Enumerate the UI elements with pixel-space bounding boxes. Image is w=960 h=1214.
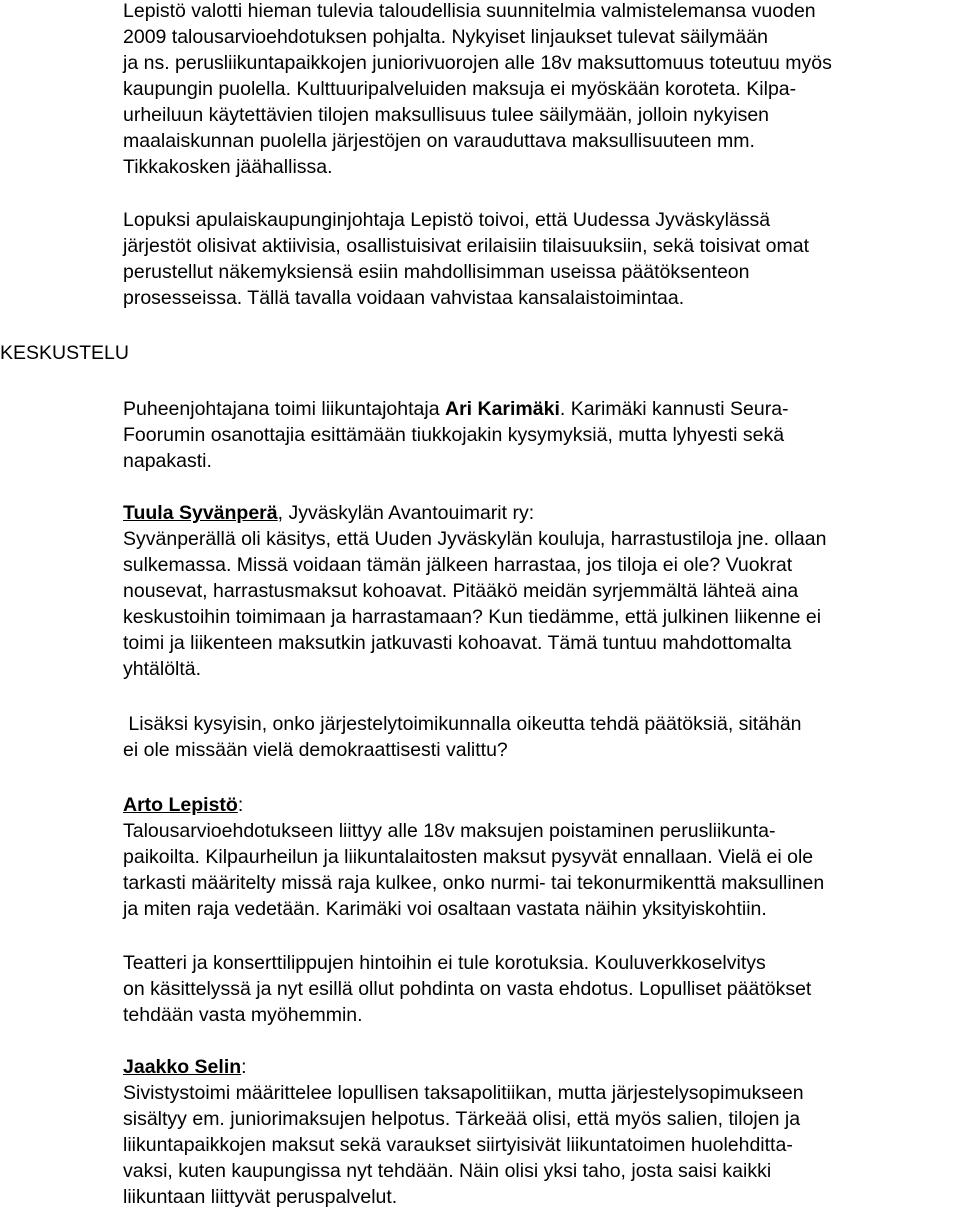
text-line: kaupungin puolella. Kulttuuripalveluiden maksuja ei myöskään koroteta. Kilpa-	[123, 78, 797, 100]
text-line: vaksi, kuten kaupungissa nyt tehdään. Näin olisi yksi taho, josta saisi kaikki	[123, 1160, 772, 1182]
text-line: urheiluun käytettävien tilojen maksullisuus tulee säilymään, jolloin nykyisen	[123, 104, 770, 126]
text-fragment: :	[241, 1056, 247, 1078]
paragraph-chairman	[123, 396, 953, 474]
paragraph-budget-plans	[123, 0, 953, 180]
text-line: Lisäksi kysyisin, onko järjestelytoimikunnalla oikeutta tehdä päätöksiä, sitähän	[123, 713, 802, 735]
text-line: Tikkakosken jäähallissa.	[123, 156, 333, 178]
text-line: järjestöt olisivat aktiivisia, osallistuisivat erilaisiin tilaisuuksiin, sekä toisivat omat	[123, 235, 810, 257]
text-line: liikuntapaikkojen maksut sekä varaukset siirtyisivät liikuntatoimen huolehditta-	[123, 1134, 793, 1156]
text-line	[123, 396, 953, 422]
paragraph-speaker-lepisto	[123, 792, 953, 922]
section-label: KESKUSTELU	[0, 342, 129, 364]
text-fragment: Puheenjohtajana toimi liikuntajohtaja	[123, 398, 445, 420]
text-fragment: :	[237, 794, 244, 816]
text-line: Talousarvioehdotukseen liittyy alle 18v maksujen poistaminen perusliikunta-	[123, 820, 776, 842]
text-line: paikoilta. Kilpaurheilun ja liikuntalaitosten maksut pysyvät ennallaan. Vielä ei ole	[123, 846, 814, 868]
chairman-name: Ari Karimäki	[444, 398, 560, 420]
text-line: tarkasti määritelty missä raja kulkee, onko nurmi- tai tekonurmikenttä maksullinen	[123, 872, 825, 894]
speaker-name: Tuula Syvänperä	[123, 502, 278, 524]
text-fragment: . Karimäki kannusti Seura-	[559, 398, 789, 420]
text-line: perustellut näkemyksiensä esiin mahdollisimman useissa päätöksenteon	[123, 261, 750, 283]
paragraph-speaker-selin	[123, 1054, 953, 1210]
speaker-affiliation: , Jyväskylän Avantouimarit ry:	[277, 502, 535, 524]
paragraph-theatre-prices	[123, 950, 953, 1028]
text-line: Lepistö valotti hieman tulevia taloudellisia suunnitelmia valmistelemansa vuoden	[123, 0, 816, 22]
text-line: tehdään vasta myöhemmin.	[123, 1004, 363, 1026]
text-line: sisältyy em. juniorimaksujen helpotus. Tärkeää olisi, että myös salien, tilojen ja	[123, 1108, 801, 1130]
text-line: maalaiskunnan puolella järjestöjen on varauduttava maksullisuuteen mm.	[123, 130, 755, 152]
paragraph-speaker-syvanpera	[123, 500, 953, 682]
speaker-name: Arto Lepistö	[123, 794, 238, 816]
text-line: Lopuksi apulaiskaupunginjohtaja Lepistö toivoi, että Uudessa Jyväskylässä	[123, 209, 771, 231]
text-line: liikuntaan liittyvät peruspalvelut.	[123, 1186, 398, 1208]
text-line: Foorumin osanottajia esittämään tiukkojakin kysymyksiä, mutta lyhyesti sekä	[123, 424, 785, 446]
speaker-line	[123, 792, 953, 818]
text-line: keskustoihin toimimaan ja harrastamaan? Kun tiedämme, että julkinen liikenne ei	[123, 606, 822, 628]
text-line: ja miten raja vedetään. Karimäki voi osaltaan vastata näihin yksityiskohtiin.	[123, 898, 767, 920]
text-line: napakasti.	[123, 450, 212, 472]
text-line: 2009 talousarvioehdotuksen pohjalta. Nykyiset linjaukset tulevat säilymään	[123, 26, 768, 48]
speaker-name: Jaakko Selin	[123, 1056, 242, 1078]
text-line: Sivistystoimi määrittelee lopullisen taksapolitiikan, mutta järjestelysopimukseen	[123, 1082, 804, 1104]
text-line: Teatteri ja konserttilippujen hintoihin ei tule korotuksia. Kouluverkkoselvitys	[123, 952, 766, 974]
speaker-line	[123, 500, 953, 526]
text-line: ei ole missään vielä demokraattisesti valittu?	[123, 739, 508, 761]
paragraph-closing-remarks	[123, 207, 953, 311]
text-line: sulkemassa. Missä voidaan tämän jälkeen harrastaa, jos tiloja ei ole? Vuokrat	[123, 554, 793, 576]
paragraph-question	[123, 711, 953, 763]
text-line: yhtälöltä.	[123, 658, 202, 680]
speaker-line	[123, 1054, 953, 1080]
text-line: toimi ja liikenteen maksutkin jatkuvasti kohoavat. Tämä tuntuu mahdottomalta	[123, 632, 792, 654]
text-line: ja ns. perusliikuntapaikkojen juniorivuorojen alle 18v maksuttomuus toteutuu myös	[123, 52, 832, 74]
text-line: Syvänperällä oli käsitys, että Uuden Jyväskylän kouluja, harrastustiloja jne. ollaan	[123, 528, 827, 550]
text-line: prosesseissa. Tällä tavalla voidaan vahvistaa kansalaistoimintaa.	[123, 287, 685, 309]
text-line: nousevat, harrastusmaksut kohoavat. Pitääkö meidän syrjemmältä lähteä aina	[123, 580, 799, 602]
text-line: on käsittelyssä ja nyt esillä ollut pohdinta on vasta ehdotus. Lopulliset päätökset	[123, 978, 812, 1000]
